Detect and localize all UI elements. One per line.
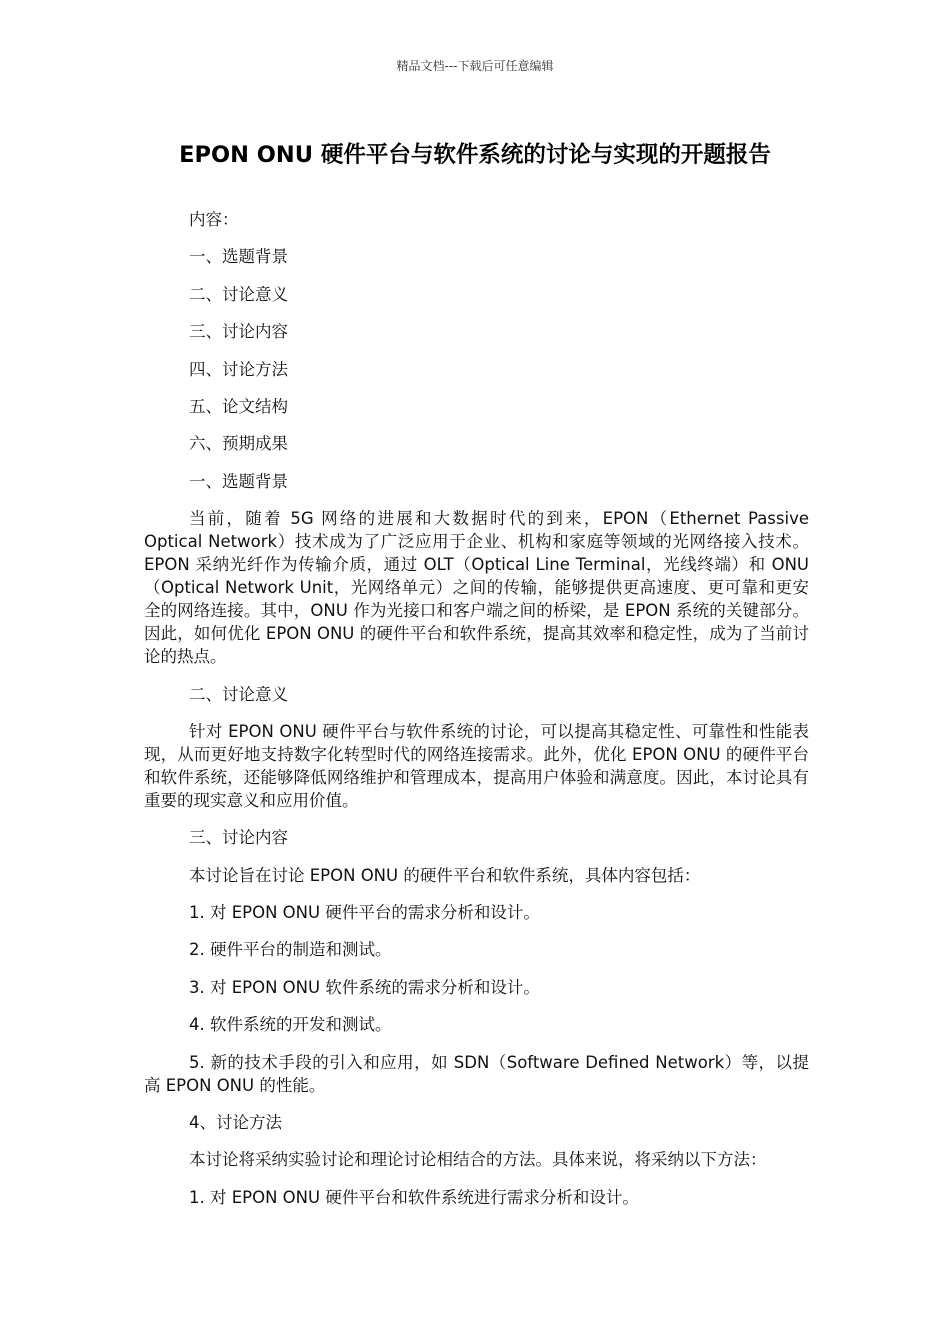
section-heading: 4、讨论方法 (189, 1113, 282, 1133)
toc-item: 五、论文结构 (189, 396, 288, 416)
body-paragraph: 本讨论旨在讨论 EPON ONU 的硬件平台和软件系统，具体内容包括： (189, 865, 701, 885)
toc-item: 二、讨论意义 (189, 284, 288, 304)
document-body (144, 208, 809, 1223)
list-item: 5. 新的技术手段的引入和应用，如 SDN（Software Defined Network）等，以提高 EPON ONU 的性能。 (144, 1052, 809, 1095)
body-paragraph: 针对 EPON ONU 硬件平台与软件系统的讨论，可以提高其稳定性、可靠性和性能表现，从而更好地支持数字化转型时代的网络连接需求。此外，优化 EPON ONU 的硬件平台和软件系统，还能够降低网络维护和管理成本，提高用户体验和满意度。因此，本讨论具有重要的现实意义和应用价值。 (144, 721, 809, 810)
header-note: 精品文档---下载后可任意编辑 (396, 59, 554, 73)
section-heading: 一、选题背景 (189, 471, 288, 491)
toc-item: 三、讨论内容 (189, 322, 288, 342)
body-paragraph: 本讨论将采纳实验讨论和理论讨论相结合的方法。具体来说，将采纳以下方法： (189, 1150, 767, 1170)
document-title: EPON ONU 硬件平台与软件系统的讨论与实现的开题报告 (179, 142, 771, 168)
toc-item: 四、讨论方法 (189, 359, 288, 379)
list-item: 1. 对 EPON ONU 硬件平台的需求分析和设计。 (189, 903, 540, 923)
section-heading: 三、讨论内容 (189, 828, 288, 848)
list-item: 2. 硬件平台的制造和测试。 (189, 940, 392, 960)
list-item: 1. 对 EPON ONU 硬件平台和软件系统进行需求分析和设计。 (189, 1187, 639, 1207)
toc-item: 一、选题背景 (189, 247, 288, 267)
body-paragraph: 当前，随着 5G 网络的进展和大数据时代的到来，EPON（Ethernet Passive Optical Network）技术成为了广泛应用于企业、机构和家庭等领域的光网络接入技术。EPON 采纳光纤作为传输介质，通过 OLT（Optical Line Terminal，光线终端）和 ONU（Optical Network Unit，光网络单元）之间的传输，能够提供更高速度、更可靠和更安全的网络连接。其中，ONU 作为光接口和客户端之间的桥梁，是 EPON 系统的关键部分。因此，如何优化 EPON ONU 的硬件平台和软件系统，提高其效率和稳定性，成为了当前讨论的热点。 (144, 509, 809, 667)
list-item: 4. 软件系统的开发和测试。 (189, 1015, 392, 1035)
section-heading: 二、讨论意义 (189, 684, 288, 704)
toc-item: 六、预期成果 (189, 434, 288, 454)
list-item: 3. 对 EPON ONU 软件系统的需求分析和设计。 (189, 977, 540, 997)
toc-heading: 内容： (189, 210, 239, 229)
